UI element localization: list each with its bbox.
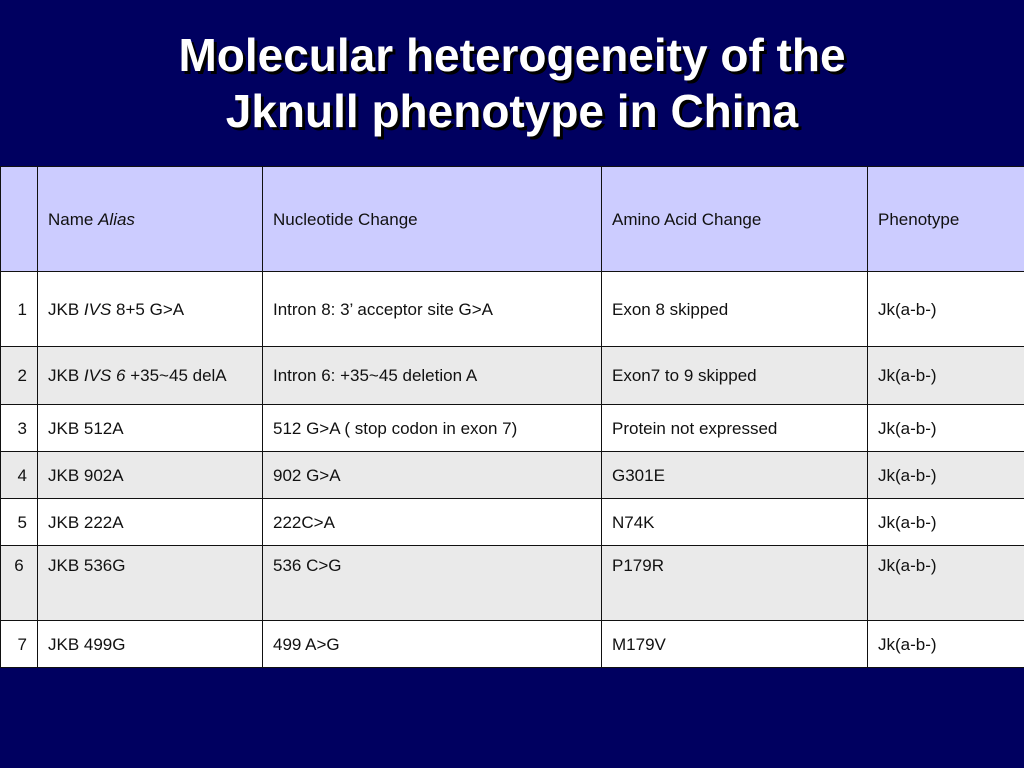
table-row	[1, 546, 1024, 621]
table-row	[1, 621, 1024, 668]
row-amino: G301E	[602, 452, 868, 499]
row-amino: P179R	[602, 546, 868, 621]
table-row	[1, 272, 1024, 347]
row-name	[38, 347, 263, 405]
row-phenotype: Jk(a-b-)	[868, 347, 1024, 405]
row-phenotype: Jk(a-b-)	[868, 499, 1024, 546]
row-name-italic: IVS	[83, 299, 112, 319]
header-amino-cell: Amino Acid Change	[602, 167, 868, 272]
table-row	[1, 452, 1024, 499]
row-nucleotide: 222C>A	[263, 499, 602, 546]
row-name-italic: IVS 6	[83, 366, 126, 385]
row-index: 5	[1, 499, 38, 546]
row-phenotype: Jk(a-b-)	[868, 405, 1024, 452]
row-nucleotide: Intron 6: +35~45 deletion A	[263, 347, 602, 405]
row-name	[38, 546, 263, 621]
row-name-prefix: JKB	[48, 299, 84, 319]
row-name-prefix: JKB 536G	[48, 556, 126, 575]
row-name-suffix: +35~45 delA	[125, 366, 227, 385]
title-area	[0, 0, 1024, 166]
row-name-prefix: JKB 222A	[48, 512, 124, 532]
header-index-cell	[1, 167, 38, 272]
row-amino: Protein not expressed	[602, 405, 868, 452]
header-name-cell	[38, 167, 263, 272]
row-name	[38, 499, 263, 546]
row-nucleotide: Intron 8: 3’ acceptor site G>A	[263, 272, 602, 347]
row-name-suffix: 8+5 G>A	[111, 299, 185, 319]
table-header-row	[1, 167, 1024, 272]
table-row	[1, 499, 1024, 546]
row-nucleotide: 512 G>A ( stop codon in exon 7)	[263, 405, 602, 452]
row-amino: M179V	[602, 621, 868, 668]
table-row	[1, 347, 1024, 405]
row-name	[38, 405, 263, 452]
table-row	[1, 405, 1024, 452]
row-name	[38, 452, 263, 499]
row-amino: N74K	[602, 499, 868, 546]
row-name-prefix: JKB 512A	[48, 418, 124, 438]
header-nucleotide-cell: Nucleotide Change	[263, 167, 602, 272]
row-index: 7	[1, 621, 38, 668]
header-phenotype-cell: Phenotype	[868, 167, 1024, 272]
row-index: 4	[1, 452, 38, 499]
slide-title: Molecular heterogeneity of the Jknull phenotype in China	[178, 29, 846, 137]
header-name-label: Name	[48, 209, 99, 229]
row-name-prefix: JKB 499G	[48, 634, 126, 654]
row-index: 1	[1, 272, 38, 347]
row-name-prefix: JKB	[48, 366, 84, 385]
header-alias-label: Alias	[98, 209, 135, 229]
row-index: 3	[1, 405, 38, 452]
row-name-prefix: JKB 902A	[48, 465, 124, 485]
row-name	[38, 272, 263, 347]
row-nucleotide: 499 A>G	[263, 621, 602, 668]
row-phenotype: Jk(a-b-)	[868, 621, 1024, 668]
row-index: 2	[1, 347, 38, 405]
row-index: 6	[1, 546, 38, 621]
row-amino: Exon7 to 9 skipped	[602, 347, 868, 405]
row-amino: Exon 8 skipped	[602, 272, 868, 347]
genotype-table	[0, 166, 1024, 668]
row-nucleotide: 902 G>A	[263, 452, 602, 499]
row-name	[38, 621, 263, 668]
row-nucleotide: 536 C>G	[263, 546, 602, 621]
row-phenotype: Jk(a-b-)	[868, 272, 1024, 347]
row-phenotype: Jk(a-b-)	[868, 546, 1024, 621]
row-phenotype: Jk(a-b-)	[868, 452, 1024, 499]
